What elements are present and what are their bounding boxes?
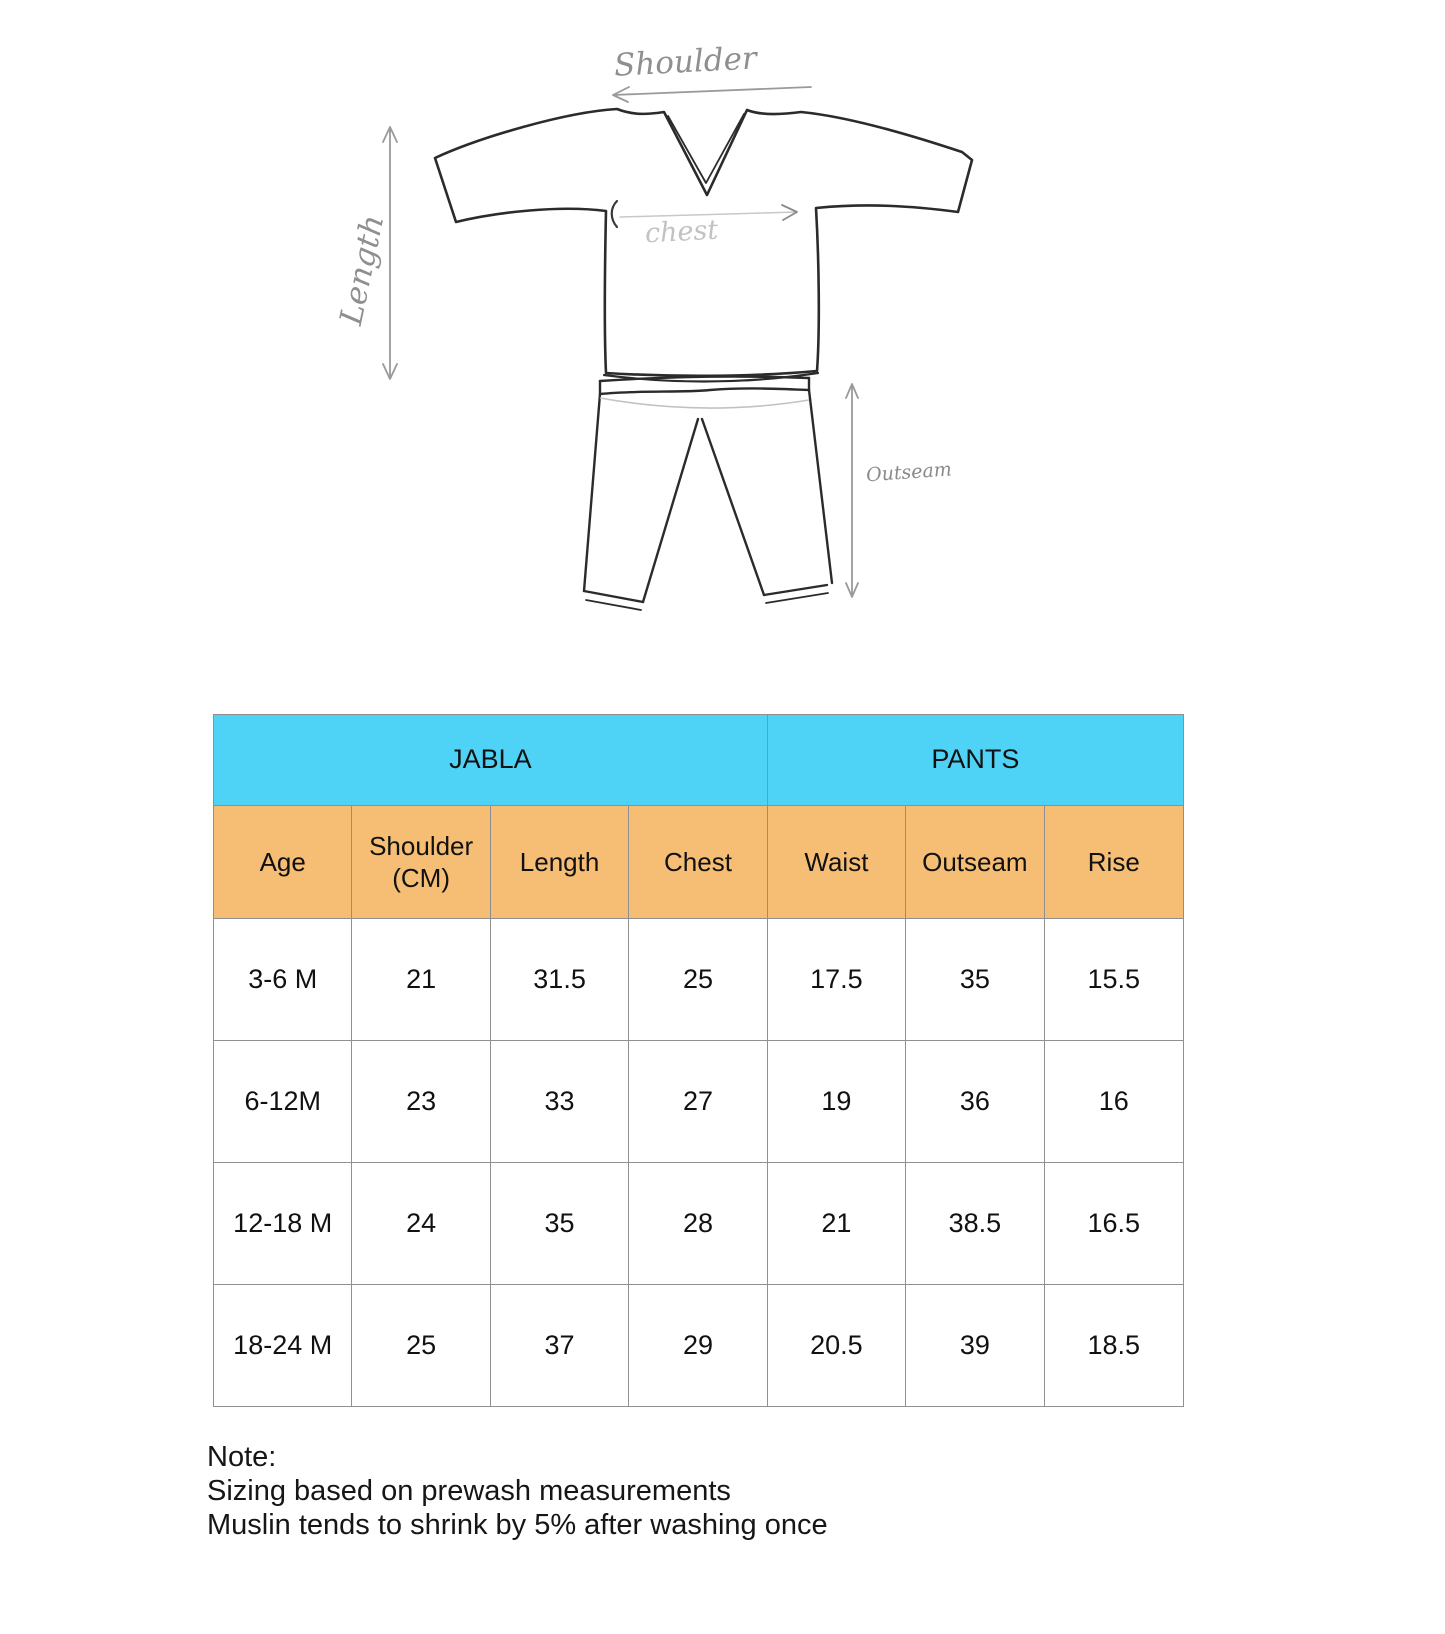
column-header-length: Length xyxy=(491,806,629,919)
table-cell: 19 xyxy=(768,1041,906,1163)
column-header-waist: Waist xyxy=(768,806,906,919)
length-arrow xyxy=(383,127,397,379)
column-header-outseam: Outseam xyxy=(906,806,1044,919)
table-cell: 16.5 xyxy=(1045,1163,1183,1285)
group-header-pants: PANTS xyxy=(768,715,1183,806)
column-header-age: Age xyxy=(214,806,352,919)
table-cell: 28 xyxy=(629,1163,767,1285)
group-header-jabla: JABLA xyxy=(214,715,768,806)
note-title: Note: xyxy=(207,1441,277,1473)
table-cell: 33 xyxy=(491,1041,629,1163)
note-line: Sizing based on prewash measurements xyxy=(207,1475,731,1507)
outseam-label: Outseam xyxy=(865,458,953,487)
table-cell: 16 xyxy=(1045,1041,1183,1163)
chest-label: chest xyxy=(644,214,719,250)
table-cell: 24 xyxy=(352,1163,490,1285)
outseam-arrow xyxy=(846,384,858,597)
table-cell: 31.5 xyxy=(491,919,629,1041)
table-cell: 35 xyxy=(491,1163,629,1285)
pants-drawing xyxy=(584,377,832,610)
table-cell: 23 xyxy=(352,1041,490,1163)
table-cell: 25 xyxy=(352,1285,490,1406)
column-header-rise: Rise xyxy=(1045,806,1183,919)
table-cell: 20.5 xyxy=(768,1285,906,1406)
table-cell: 25 xyxy=(629,919,767,1041)
table-cell: 38.5 xyxy=(906,1163,1044,1285)
size-table xyxy=(213,714,1184,1407)
table-cell: 27 xyxy=(629,1041,767,1163)
table-cell: 37 xyxy=(491,1285,629,1406)
note-line: Muslin tends to shrink by 5% after washing once xyxy=(207,1509,828,1541)
table-cell: 6-12M xyxy=(214,1041,352,1163)
table-cell: 21 xyxy=(352,919,490,1041)
table-cell: 35 xyxy=(906,919,1044,1041)
shoulder-label: Shoulder xyxy=(613,40,758,84)
waistband-curve xyxy=(600,398,809,408)
table-cell: 18.5 xyxy=(1087,1329,1141,1360)
table-cell: 29 xyxy=(629,1285,767,1406)
table-cell: 17.5 xyxy=(768,919,906,1041)
table-cell: 36 xyxy=(906,1041,1044,1163)
garment-sketch xyxy=(0,0,1445,660)
table-cell: 15.5 xyxy=(1045,919,1183,1041)
table-cell: 12-18 M xyxy=(214,1163,352,1285)
column-header-shoulder: Shoulder (CM) xyxy=(352,806,490,919)
column-header-chest: Chest xyxy=(629,806,767,919)
table-cell: 18-24 M xyxy=(214,1285,352,1406)
table-cell: 39 xyxy=(906,1285,1044,1406)
length-label: Length xyxy=(333,211,392,329)
note-block xyxy=(207,1440,828,1542)
shoulder-arrow xyxy=(613,87,811,102)
table-cell: 21 xyxy=(768,1163,906,1285)
table-cell: 3-6 M xyxy=(214,919,352,1041)
